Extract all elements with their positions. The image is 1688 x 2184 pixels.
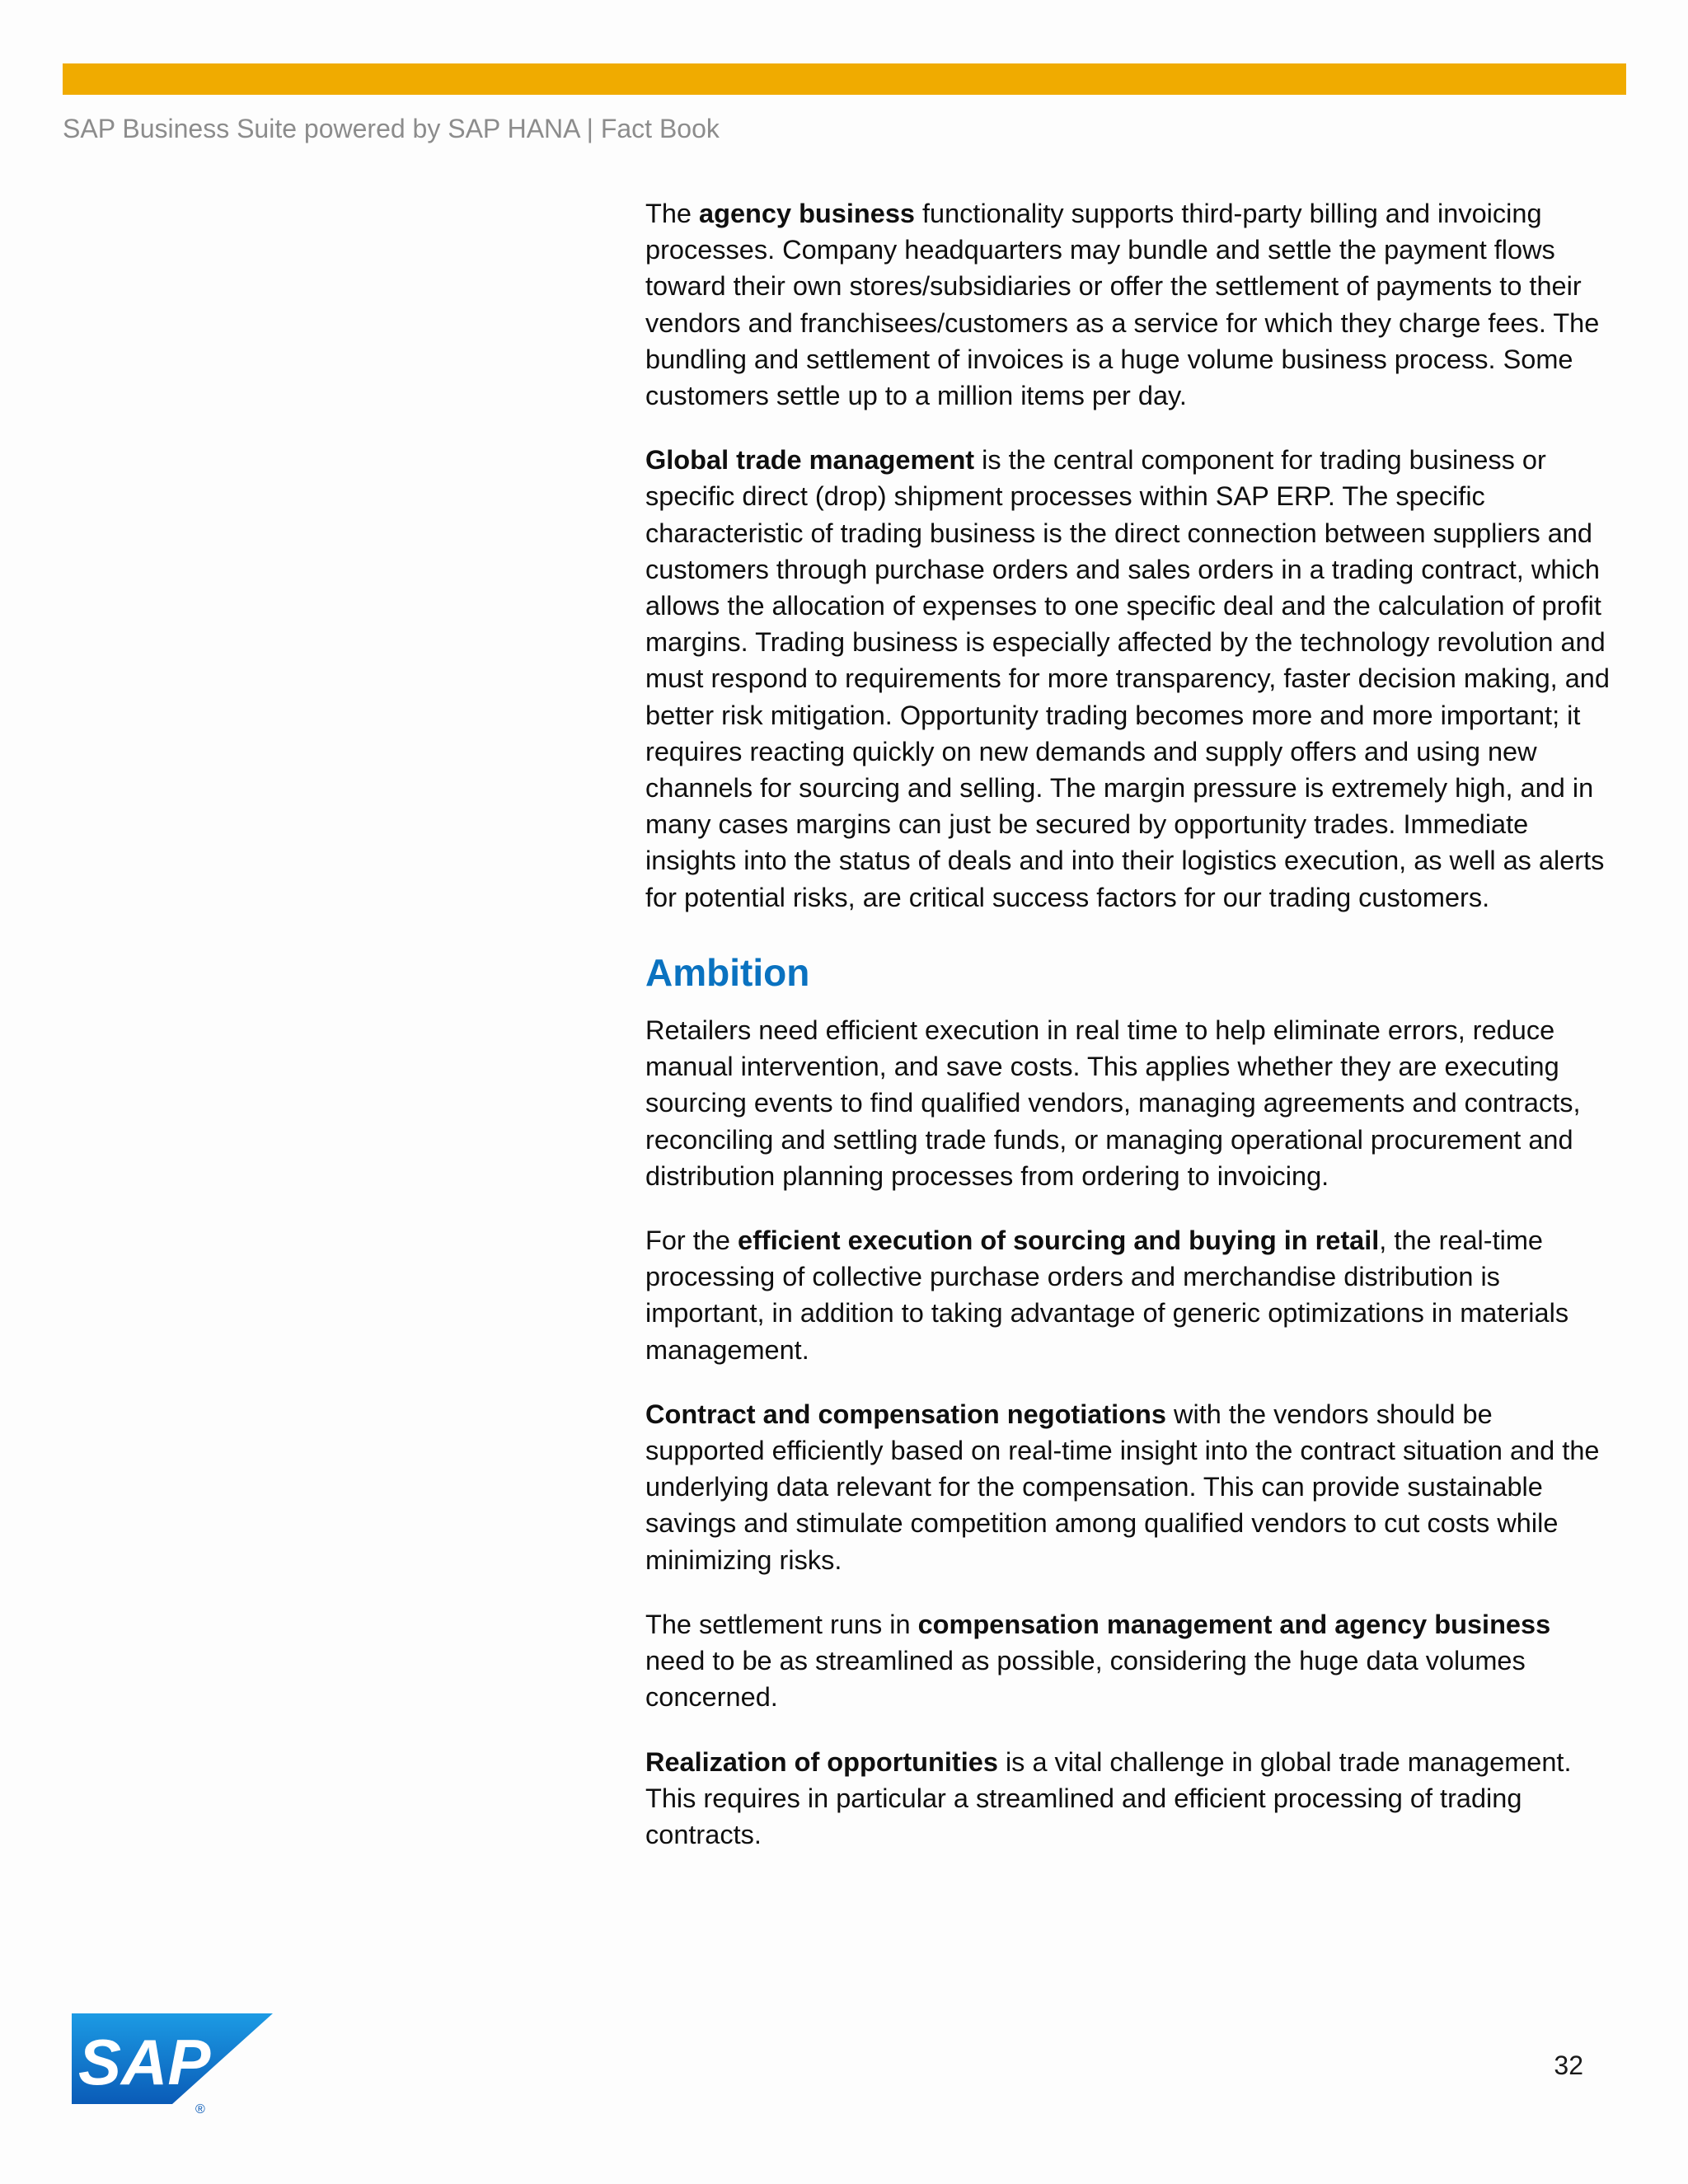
accent-bar [63, 63, 1626, 95]
bold-term: efficient execution of sourcing and buying in retail [738, 1226, 1380, 1256]
bold-term: agency business [699, 199, 915, 228]
sap-logo [72, 2013, 273, 2115]
registered-mark: ® [195, 2102, 205, 2115]
main-content [645, 195, 1610, 1881]
paragraph-settlement-runs: The settlement runs in compensation management and agency business need to be as streamlined as possible, considering the huge data volumes concerned. [645, 1609, 1551, 1713]
bold-term: Realization of opportunities [645, 1746, 998, 1777]
paragraph-ambition-intro: Retailers need efficient execution in real time to help eliminate errors, reduce manual intervention, and save costs. This applies whether they are executing sourcing events to find qualified vendors, managing agreements and contracts, reconciling and settling trade funds, or managing operational procurement and distribution planning processes from ordering to invoicing. [645, 1015, 1581, 1191]
bold-term: Contract and compensation negotiations [645, 1399, 1166, 1429]
bold-term: Global trade management [645, 445, 975, 476]
paragraph-realization-opportunities: Realization of opportunities is a vital challenge in global trade management. This requires in particular a streamlined and efficient processing of trading contracts. [645, 1746, 1572, 1849]
paragraph-contract-negotiations: Contract and compensation negotiations with the vendors should be supported efficiently based on real-time insight into the contract situation and the underlying data relevant for the compensation. This can provide sustainable savings and stimulate competition among qualified vendors to cut costs while minimizing risks. [645, 1399, 1600, 1575]
paragraph-agency-business: The agency business functionality supports third-party billing and invoicing processes. Company headquarters may bundle and settle the payment flows toward their own stores/subsidiaries or offer the settlement of payments to their vendors and franchisees/customers as a service for which they charge fees. The bundling and settlement of invoices is a huge volume business process. Some customers settle up to a million items per day. [645, 199, 1600, 411]
section-heading-ambition: Ambition [645, 950, 810, 994]
bold-term: compensation management and agency business [917, 1609, 1551, 1639]
logo-wordmark: SAP [78, 2026, 211, 2098]
paragraph-efficient-execution: For the efficient execution of sourcing and buying in retail, the real-time processing of collective purchase orders and merchandise distribution is important, in addition to taking advantage of generic optimizations in materials management. [645, 1226, 1569, 1365]
document-header: SAP Business Suite powered by SAP HANA | Fact Book [63, 114, 720, 143]
paragraph-global-trade: Global trade management is the central component for trading business or specific direct (drop) shipment processes within SAP ERP. The specific characteristic of trading business is the direct connection between suppliers and customers through purchase orders and sales orders in a trading contract, which allows the allocation of expenses to one specific deal and the calculation of profit margins. Trading business is especially affected by the technology revolution and must respond to requirements for more transparency, faster decision making, and better risk mitigation. Opportunity trading becomes more and more important; it requires reacting quickly on new demands and supply offers and using new channels for sourcing and selling. The margin pressure is extremely high, and in many cases margins can just be secured by opportunity trades. Immediate insights into the status of deals and into their logistics execution, as well as alerts for potential risks, are critical success factors for our trading customers. [645, 445, 1610, 912]
page-number: 32 [1554, 2050, 1583, 2080]
